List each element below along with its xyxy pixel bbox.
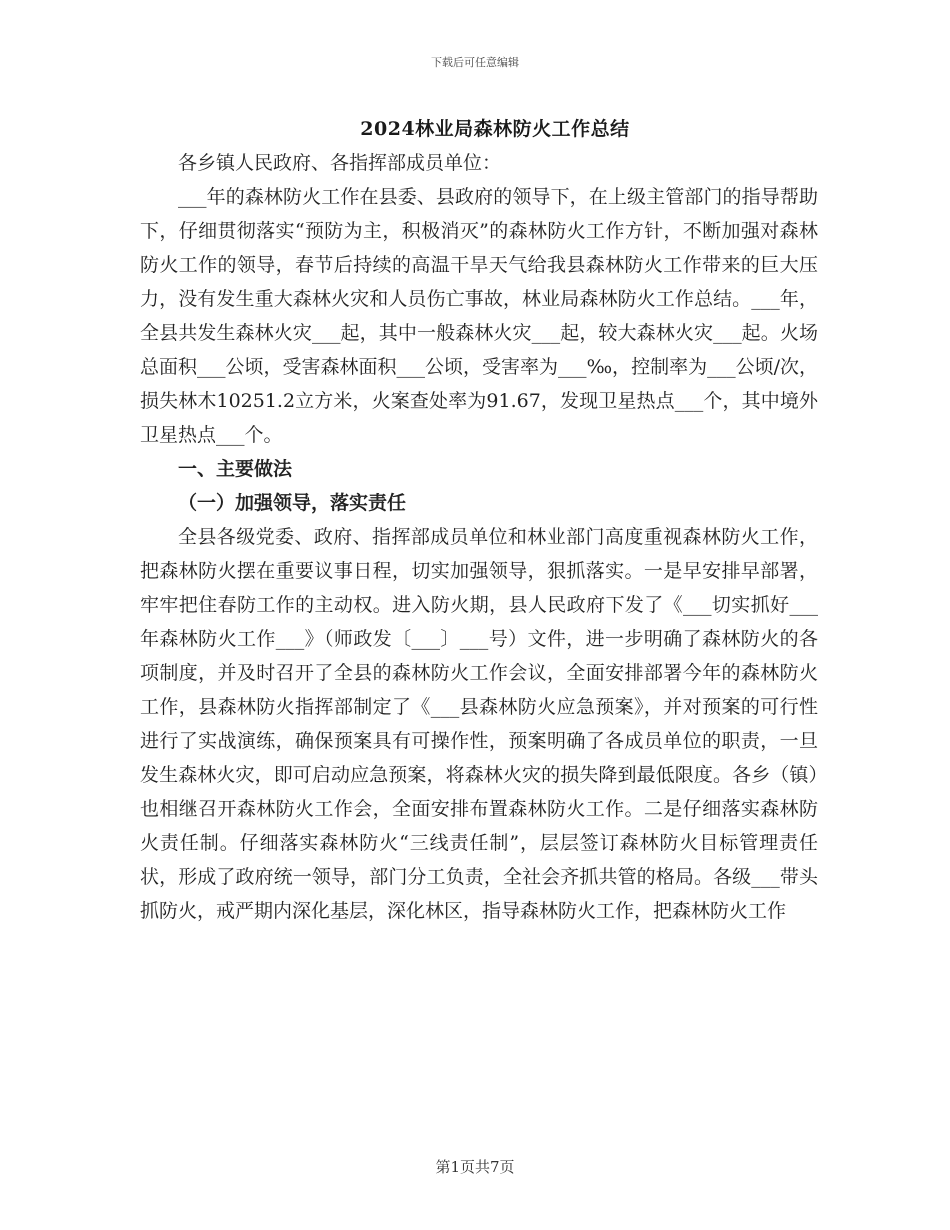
document-title: 2024林业局森林防火工作总结 (360, 118, 630, 140)
subsection-heading: （一）加强领导，落实责任 (178, 492, 407, 514)
section-heading: 一、主要做法 (178, 458, 293, 480)
document-body (140, 146, 818, 928)
header-note: 下载后可任意编辑 (431, 56, 519, 69)
page-number: 第1页共7页 (435, 1158, 515, 1176)
salutation: 各乡镇人民政府、各指挥部成员单位： (178, 152, 502, 174)
paragraph-leadership: 全县各级党委、政府、指挥部成员单位和林业部门高度重视森林防火工作，把森林防火摆在重要议事日程，切实加强领导，狠抓落实。一是早安排早部署，牢牢把住春防工作的主动权。进入防火期，县人民政府下发了《___切实抓好___年森林防火工作___》（师政发〔___〕___号）文件，进一步明确了森林防火的各项制度，并及时召开了全县的森林防火工作会议，全面安排部署今年的森林防火工作，县森林防火指挥部制定了《___县森林防火应急预案》，并对预案的可行性进行了实战演练，确保预案具有可操作性，预案明确了各成员单位的职责，一旦发生森林火灾，即可启动应急预案，将森林火灾的损失降到最低限度。各乡（镇）也相继召开森林防火工作会，全面安排布置森林防火工作。二是仔细落实森林防火责任制。仔细落实森林防火“三线责任制”，层层签订森林防火目标管理责任状，形成了政府统一领导，部门分工负责，全社会齐抓共管的格局。各级___带头抓防火，戒严期内深化基层，深化林区，指导森林防火工作，把森林防火工作 (140, 526, 818, 922)
paragraph-summary: ___年的森林防火工作在县委、县政府的领导下，在上级主管部门的指导帮助下，仔细贯彻落实“预防为主，积极消灭”的森林防火工作方针，不断加强对森林防火工作的领导，春节后持续的高温干旱天气给我县森林防火工作带来的巨大压力，没有发生重大森林火灾和人员伤亡事故，林业局森林防火工作总结。___年，全县共发生森林火灾___起，其中一般森林火灾___起，较大森林火灾___起。火场总面积___公顷，受害森林面积___公顷，受害率为___‰，控制率为___公顷/次，损失林木10251.2立方米，火案查处率为91.67，发现卫星热点___个，其中境外卫星热点___个。 (140, 186, 818, 446)
